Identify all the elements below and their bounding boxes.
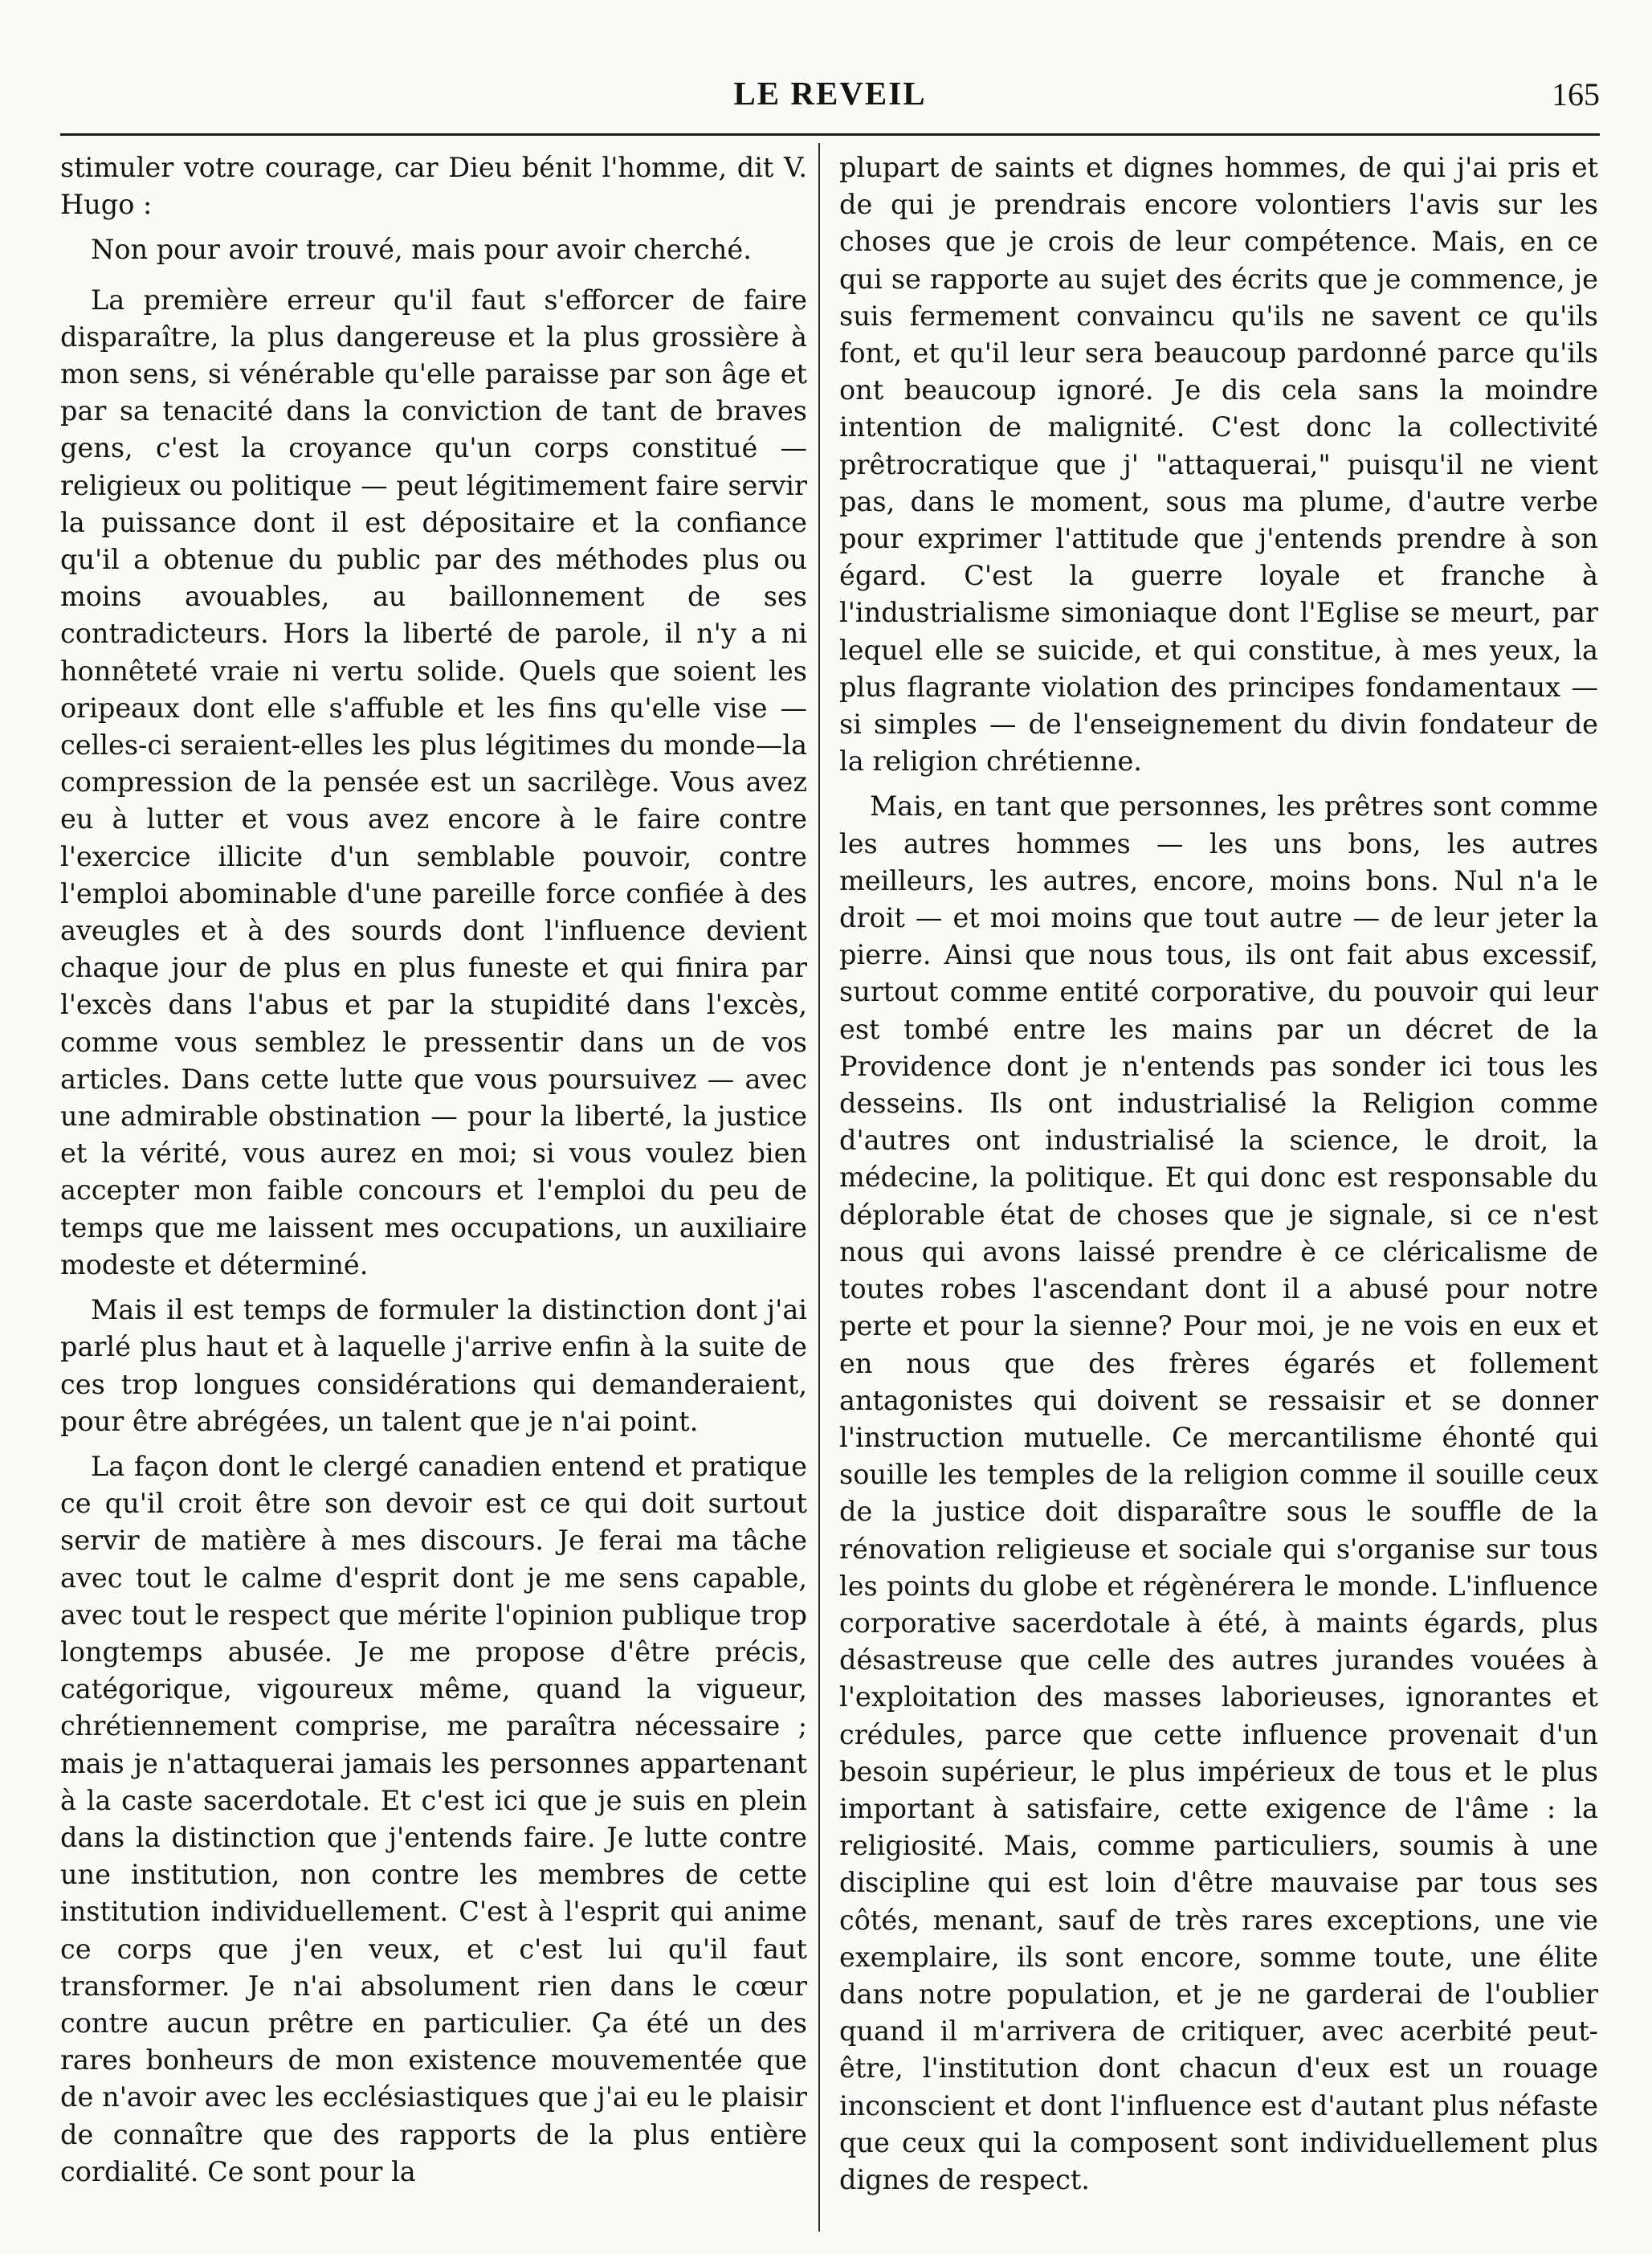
page-header xyxy=(60,74,1600,122)
verse-quote: Non pour avoir trouvé, mais pour avoir cherché. xyxy=(91,234,752,266)
paragraph: plupart de saints et dignes hommes, de qui j'ai pris et de qui je prendrais encore volontiers l'avis sur les choses que je crois de leur compétence. Mais, en ce qui se rapporte au sujet des écrits que je commence, je suis fermement convaincu qu'ils ne savent ce qu'ils font, et qu'il leur sera beaucoup pardonné parce qu'ils ont beaucoup ignoré. Je dis cela sans la moindre intention de malignité. C'est donc la collectivité prêtrocratique que j' "attaquerai," puisqu'il ne vient pas, dans le moment, sous ma plume, d'autre verbe pour exprimer l'attitude que j'entends prendre à son égard. C'est la guerre loyale et franche à l'industrialisme simoniaque dont l'Eglise se meurt, par lequel elle se suicide, et qui constitue, à mes yeux, la plus flagrante violation des principes fondamentaux — si simples — de l'enseignement du divin fondateur de la religion chrétienne. xyxy=(839,152,1598,778)
column-divider xyxy=(818,143,820,2232)
paragraph: stimuler votre courage, car Dieu bénit l'homme, dit V. Hugo : xyxy=(60,152,807,221)
paragraph: Mais, en tant que personnes, les prêtres sont comme les autres hommes — les uns bons, les autres meilleurs, les autres, encore, moins bons. Nul n'a le droit — et moi moins que tout autre — de leur jeter la pierre. Ainsi que nous tous, ils ont fait abus excessif, surtout comme entité corporative, du pouvoir qui leur est tombé entre les mains par un décret de la Providence dont je n'entends pas sonder ici tous les desseins. Ils ont industrialisé la Religion comme d'autres ont industrialisé la science, le droit, la médecine, la politique. Et qui donc est responsable du déplorable état de choses que je signale, si ce n'est nous qui avons laissé prendre è ce cléricalisme de toutes robes l'ascendant dont il a abusé pour notre perte et pour la sienne? Pour moi, je ne vois en eux et en nous que des frères égarés et follement antagonistes qui doivent se ressaisir et se donner l'instruction mutuelle. Ce mercantilisme éhonté qui souille les temples de la religion comme il souille ceux de la justice doit disparaître sous le souffle de la rénovation religieuse et sociale qui s'organise sur tous les points du globe et régènérera le monde. L'influence corporative sacerdotale à été, à maints égards, plus désastreuse que celle des autres jurandes vouées à l'exploitation des masses laborieuses, ignorantes et crédules, parce que cette influence provenait d'un besoin supérieur, le plus impérieux de tous et le plus important à satisfaire, cette exigence de l'âme : la religiosité. Mais, comme particuliers, soumis à une discipline qui est loin d'être mauvaise par tous ses côtés, menant, sauf de très rares exceptions, une vie exemplaire, ils sont encore, somme toute, une élite dans notre population, et je ne garderai de l'oublier quand il m'arrivera de critiquer, avec acerbité peut-être, l'institution dont chacun d'eux est un rouage inconscient et dont l'influence est d'autant plus néfaste que ceux qui la composent sont individuellement plus dignes de respect. xyxy=(839,790,1598,2195)
paragraph: La façon dont le clergé canadien entend et pratique ce qu'il croit être son devoir est ce qui doit surtout servir de matière à mes discours. Je ferai ma tâche avec tout le calme d'esprit dont je me sens capable, avec tout le respect que mérite l'opinion publique trop longtemps abusée. Je me propose d'être précis, catégorique, vigoureux même, quand la vigueur, chrétiennement comprise, me paraîtra nécessaire ; mais je n'attaquerai jamais les personnes appartenant à la caste sacerdotale. Et c'est ici que je suis en plein dans la distinction que j'entends faire. Je lutte contre une institution, non contre les membres de cette institution individuellement. C'est à l'esprit qui anime ce corps que j'en veux, et c'est lui qu'il faut transformer. Je n'ai absolument rien dans le cœur contre aucun prêtre en particulier. Ça été un des rares bonheurs de mon existence mouvementée que de n'avoir avec les ecclésiastiques que j'ai eu le plaisir de connaître que des rapports de la plus entière cordialité. Ce sont pour la xyxy=(60,1450,807,2187)
paragraph: La première erreur qu'il faut s'efforcer de faire disparaître, la plus dangereuse et la plus grossière à mon sens, si vénérable qu'elle paraisse par son âge et par sa tenacité dans la conviction de tant de braves gens, c'est la croyance qu'un corps constitué — religieux ou politique — peut légitimement faire servir la puissance dont il est dépositaire et la confiance qu'il a obtenue du public par des méthodes plus ou moins avouables, au baillonnement de ses contradicteurs. Hors la liberté de parole, il n'y a ni honnêteté vraie ni vertu solide. Quels que soient les oripeaux dont elle s'affuble et les fins qu'elle vise — celles-ci seraient-elles les plus légitimes du monde—la compression de la pensée est un sacrilège. Vous avez eu à lutter et vous avez encore à le faire contre l'exercice illicite d'un semblable pouvoir, contre l'emploi abominable d'une pareille force confiée à des aveugles et à des sourds dont l'influence devient chaque jour de plus en plus funeste et qui finira par l'excès dans l'abus et par la stupidité dans l'excès, comme vous semblez le pressentir dans un de vos articles. Dans cette lutte que vous poursuivez — avec une admirable obstination — pour la liberté, la justice et la vérité, vous aurez en moi; si vous voulez bien accepter mon faible concours et l'emploi du peu de temps que me laissent mes occupations, un auxiliaire modeste et déterminé. xyxy=(60,284,807,1280)
right-column xyxy=(839,149,1598,2238)
header-rule xyxy=(60,133,1600,136)
paragraph: Mais il est temps de formuler la distinction dont j'ai parlé plus haut et à laquelle j'arrive enfin à la suite de ces trop longues considérations qui demanderaient, pour être abrégées, un talent que je n'ai point. xyxy=(60,1294,807,1437)
page-number: 165 xyxy=(1552,76,1600,112)
running-title: LE REVEIL xyxy=(733,75,927,112)
left-column xyxy=(60,149,807,2238)
